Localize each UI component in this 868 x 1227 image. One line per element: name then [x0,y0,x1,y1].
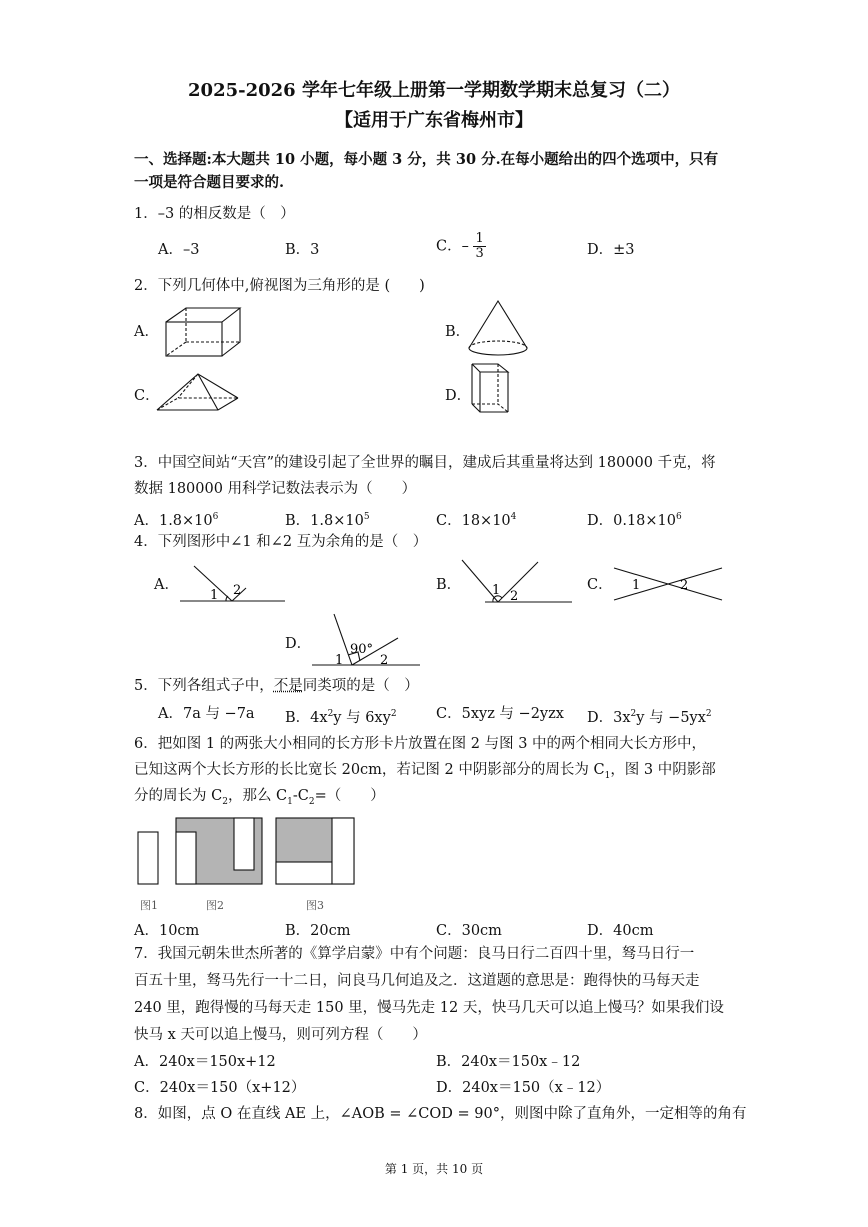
pyramid-figure [154,370,246,416]
q6-stem-line1: 6．把如图 1 的两张大小相同的长方形卡片放置在图 2 与图 3 中的两个相同大长方形中， [134,736,707,752]
q4d-angle-1: 1 [335,653,344,668]
q2-option-c: C． [134,388,160,404]
q6-stem-line2: 已知这两个大长方形的长比宽长 20cm，若记图 2 中阴影部分的周长为 $C_1$，图 3 中阴影部 [134,762,716,781]
q1-stem: 1．–3 的相反数是（ ） [134,206,295,222]
q5-option-c: C．5xyz 与 −2yzx [436,706,564,722]
q5-stem: 5．下列各组式子中，不是同类项的是（ ） [134,678,419,694]
q1-option-d: D．±3 [587,242,635,258]
q3-stem-line2: 数据 180000 用科学记数法表示为（ ） [134,481,417,497]
q6-fig1-label: 图1 [140,899,158,912]
q7-stem-line4: 快马 x 天可以追上慢马，则可列方程（ ） [134,1027,427,1043]
q4c-angle-1: 1 [632,578,641,593]
cone-figure [465,298,535,362]
q5-option-b: B．$4x^2y$ 与 $6xy^2$ [285,709,397,726]
q2-stem: 2．下列几何体中,俯视图为三角形的是 ( ) [134,278,425,294]
q6-option-a: A．10cm [134,923,200,939]
section-heading-line2: 一项是符合题目要求的. [134,174,285,191]
q5-option-a: A．7a 与 −7a [158,706,255,722]
q6-figures [134,815,364,915]
q7-option-d: D．240x＝150（x﹣12） [436,1080,611,1096]
cuboid-figure [160,302,250,362]
q4b-angle-1: 1 [492,583,501,598]
q4d-angle-90: 90° [350,642,374,657]
q1-option-b: B．3 [285,242,320,258]
q4-figure-c [614,564,724,604]
q6-option-d: D．40cm [587,923,654,939]
q6-fig3-label: 图3 [306,899,324,912]
q7-stem-line1: 7．我国元朝朱世杰所著的《算学启蒙》中有个问题：良马日行二百四十里，驽马日行一 [134,946,695,962]
q4-option-c: C． [587,577,613,593]
q6-option-b: B．20cm [285,923,351,939]
page-subtitle: 【适用于广东省梅州市】 [335,110,533,131]
q4-figure-b [460,558,575,608]
q6-stem-line3: 分的周长为 $C_2$，那么 $C_1-C_2=$（ ） [134,788,385,807]
q7-stem-line2: 百五十里，驽马先行一十二日，问良马几何追及之．这道题的意思是：跑得快的马每天走 [134,973,700,989]
q4-figure-a [180,560,290,606]
page-footer: 第 1 页，共 10 页 [384,1162,484,1176]
q3-option-d: D．$0.18\times 10^6$ [587,512,682,529]
q8-stem-line1: 8．如图，点 O 在直线 AE 上，∠AOB = ∠COD = 90°，则图中除了直角外，一定相等的角有 [134,1106,747,1122]
q4a-angle-2: 2 [233,583,242,598]
q2-option-b: B． [445,324,471,340]
q4a-angle-1: 1 [210,588,219,603]
q4d-angle-2: 2 [380,653,389,668]
q4-figure-d [312,612,424,670]
q3-option-a: A．$1.8\times 10^6$ [134,512,219,529]
q1-option-a: A．–3 [158,242,200,258]
q7-option-a: A．240x＝150x+12 [134,1054,276,1070]
q4c-angle-2: 2 [680,578,689,593]
q7-option-b: B．240x＝150x﹣12 [436,1054,581,1070]
q6-fig2-label: 图2 [206,899,224,912]
q5-option-d: D．$3x^2y$ 与 $-5yx^2$ [587,709,712,726]
q6-option-c: C．30cm [436,923,502,939]
section-heading-line1: 一、选择题:本大题共 10 小题，每小题 3 分，共 30 分.在每小题给出的四个选项中，只有 [134,151,719,168]
q4b-angle-2: 2 [510,589,519,604]
q7-option-c: C．240x＝150（x+12） [134,1080,306,1096]
q3-option-c: C．$18\times 10^4$ [436,512,517,529]
q4-option-b: B． [436,577,462,593]
page-title: 2025-2026 学年七年级上册第一学期数学期末总复习（二） [188,80,680,101]
triangular-prism-figure [468,356,518,420]
q2-option-d: D． [445,388,472,404]
q4-option-a: A． [154,577,179,593]
q4-option-d: D． [285,636,312,652]
q1-option-c: C．– $\frac{1}{3}$ [436,231,484,261]
q3-option-b: B．$1.8\times 10^5$ [285,512,370,529]
q2-option-a: A． [134,324,159,340]
q7-stem-line3: 240 里，跑得慢的马每天走 150 里，慢马先走 12 天，快马几天可以追上慢马？如果我们设 [134,1000,724,1016]
q4-stem: 4．下列图形中∠1 和∠2 互为余角的是（ ） [134,534,428,550]
q1-fraction: $\frac{1}{3}$ [475,231,484,261]
q3-stem-line1: 3．中国空间站“天宫”的建设引起了全世界的瞩目，建成后其重量将达到 180000 千克，将 [134,455,716,471]
